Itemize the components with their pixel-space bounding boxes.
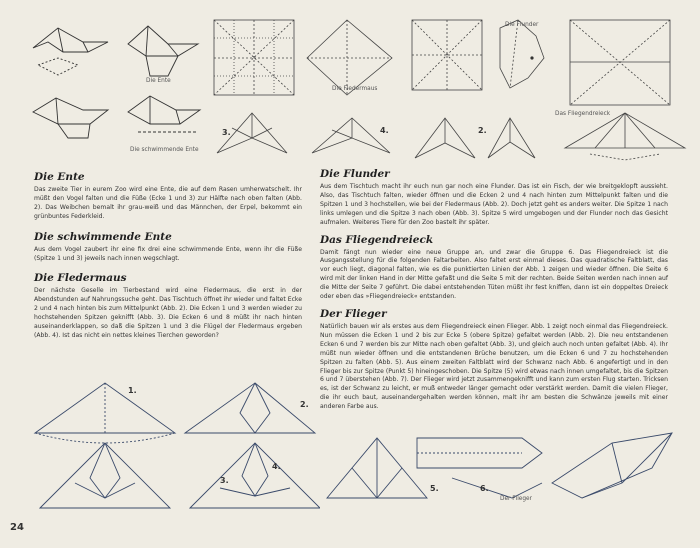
step-4-bat: 4. <box>272 462 281 471</box>
heading-schwimmende-ente: Die schwimmende Ente <box>34 230 172 243</box>
heading-flunder: Die Flunder <box>320 168 390 180</box>
step-5-plane: 5. <box>430 484 439 493</box>
caption-fledermaus-top: Die Fledermaus <box>332 86 378 92</box>
fliegendreieck-diagram <box>560 18 690 163</box>
bat-square-grids <box>212 18 402 168</box>
text-ente: Das zweite Tier in eurem Zoo wird eine Ente, die auf dem Rasen umherwatschelt. Ihr müßt den Vogel falten und die Füße (Ecke 1 und 3) zur Hälfte nach oben falten (Abb. 2). Das Weibchen bemalt ihr grau-weiß und das Männchen, der Erpel, bekommt ein grünbuntes Federkleid. <box>34 186 302 220</box>
section-fledermaus <box>34 272 302 340</box>
text-flunder: Aus dem Tischtuch macht ihr euch nun gar noch eine Flunder. Das ist ein Fisch, der wie breitgeklopft aussieht. Also, das Tischtuch falten, wieder öffnen und die Ecken 2 und 4 nach hinten zum Mittelpunkt falten und die Spitzen 1 und 3 hochstellen, wie bei der Fledermaus (Abb. 2). Doch jetzt geht es anders weiter. Die Spitze 1 nach links umlegen und die Spitze 3 nach oben (Abb. 3). Spitze 5 wird umgebogen und der Flunder noch das Gesicht aufmalen. Weiteres Tiere für den Zoo bastelt ihr später. <box>320 183 668 226</box>
heading-fledermaus: Die Fledermaus <box>34 272 127 285</box>
bat-triangles-diagram <box>30 378 320 518</box>
swimming-duck-diagram <box>28 92 208 154</box>
plane-diagram <box>322 428 682 528</box>
step-2-flounder: 2. <box>478 126 487 135</box>
section-flieger <box>320 308 668 412</box>
text-schwimmende-ente: Aus dem Vogel zaubert ihr eine fix drei eine schwimmende Ente, wenn ihr die Füße (Spitze 1 und 3) jeweils nach innen wegschlagt. <box>34 245 302 262</box>
right-text-column <box>320 168 668 421</box>
step-2-bat: 2. <box>300 400 309 409</box>
step-1-bat: 1. <box>128 386 137 395</box>
step-6-plane: 6. <box>480 484 489 493</box>
text-flieger: Natürlich bauen wir als erstes aus dem Fliegendreieck einen Flieger. Abb. 1 zeigt noch einmal das Fliegendreieck. Nun müssen die Ecken 1 und 2 bis zur Ecke 5 (obere Spitze) gefaltet werden (Abb. 2). Die neu entstandenen Ecken 6 und 7 werden bis zur Mitte nach oben gefaltet (Abb. 3), und gleich auch noch unten gefaltet (Abb. 4). Ihr müßt nun wieder öffnen und die entstandenen Brüche benutzen, um die Ecken 6 und 7 zu hochstehenden Spitzen zu falten (Abb. 5). Aus einem zweiten Faltblatt wird der Schwanz nach Abb. 6 angefertigt und in den Flieger bis zur Spitze (Punkt 5) hineingeschoben. Die Spitze (5) wird etwas nach innen umgefaltet, bis die Spitzen 6 und 7 überstehen (Abb. 7). Der Flieger wird jetzt zusammengeknifft und kann zum ersten Flug starten. Tricksen es, ist der Schwanz zu leicht, er muß entweder länger gemacht oder verstärkt werden. Damit die vielen Flieger, die ihr euch baut, auseinandergehalten werden können, malt ihr am besten die Schwänze jeweils mit einer anderen Farbe aus. <box>320 322 668 411</box>
heading-ente: Die Ente <box>34 171 85 183</box>
section-schwimmende-ente <box>34 231 302 264</box>
caption-ente: Die Ente <box>146 78 171 84</box>
heading-flieger: Der Flieger <box>320 307 387 320</box>
section-ente <box>34 171 302 222</box>
text-fledermaus: Der nächste Geselle im Tierbestand wird eine Fledermaus, die erst in der Abendstunden auf Nahrungssuche geht. Das Tischtuch öffnet ihr wieder und faltet Ecke 2 und 4 nach hinten bis zum Mittelpunkt (Abb. 2). Die Ecken 1 und 3 werden wieder zu hochstehenden Spitzen geknifft (Abb. 3). Die Ecken 6 und 8 müßt ihr nach hinten auseinanderklappen, so daß die Spitzen 1 und 3 die Flügel der Fledermaus ergeben (Abb. 4). Ist das nicht ein nettes kleines Tierchen geworden? <box>34 287 302 339</box>
text-fliegendreieck: Damit fängt nun wieder eine neue Gruppe an, und zwar die Gruppe 6. Das Fliegendreieck ist die Ausgangsstellung für die folgenden Faltarbeiten. Also faltet erst einmal dieses. Das quadratische Faltblatt, das vor euch liegt, diagonal falten, wie es die punktierten Linien der Abb. 1 zeigen und wieder öffnen. Die Seite 6 wird mit der linken Hand in der Mitte gefaßt und die Seite 5 mit der rechten. Beide Seiten werden nach innen auf die Mitte der Seite 7 geführt. Die dabei entstehenden Tüten müßt ihr fest kniffen, dann ist ein doppeltes Dreieck oder eben das »Fliegendreieck« entstanden. <box>320 248 668 301</box>
caption-fliegendreieck-top: Das Fliegendreieck <box>555 111 611 117</box>
caption-flunder-top: Die Flunder <box>505 22 539 28</box>
page-number: 24 <box>10 522 24 533</box>
caption-flieger: Der Flieger <box>500 496 533 502</box>
duck-diagram <box>28 20 208 86</box>
section-fliegendreieck <box>320 234 668 302</box>
left-text-column <box>34 171 302 350</box>
caption-schwimmende-ente: Die schwimmende Ente <box>130 147 199 153</box>
heading-fliegendreieck: Das Fliegendreieck <box>320 233 434 246</box>
section-flunder <box>320 168 668 228</box>
step-3-bat-top: 3. <box>222 128 231 137</box>
flounder-diagram <box>410 18 550 168</box>
step-4-bat-top: 4. <box>380 126 389 135</box>
step-3-bat: 3. <box>220 476 229 485</box>
